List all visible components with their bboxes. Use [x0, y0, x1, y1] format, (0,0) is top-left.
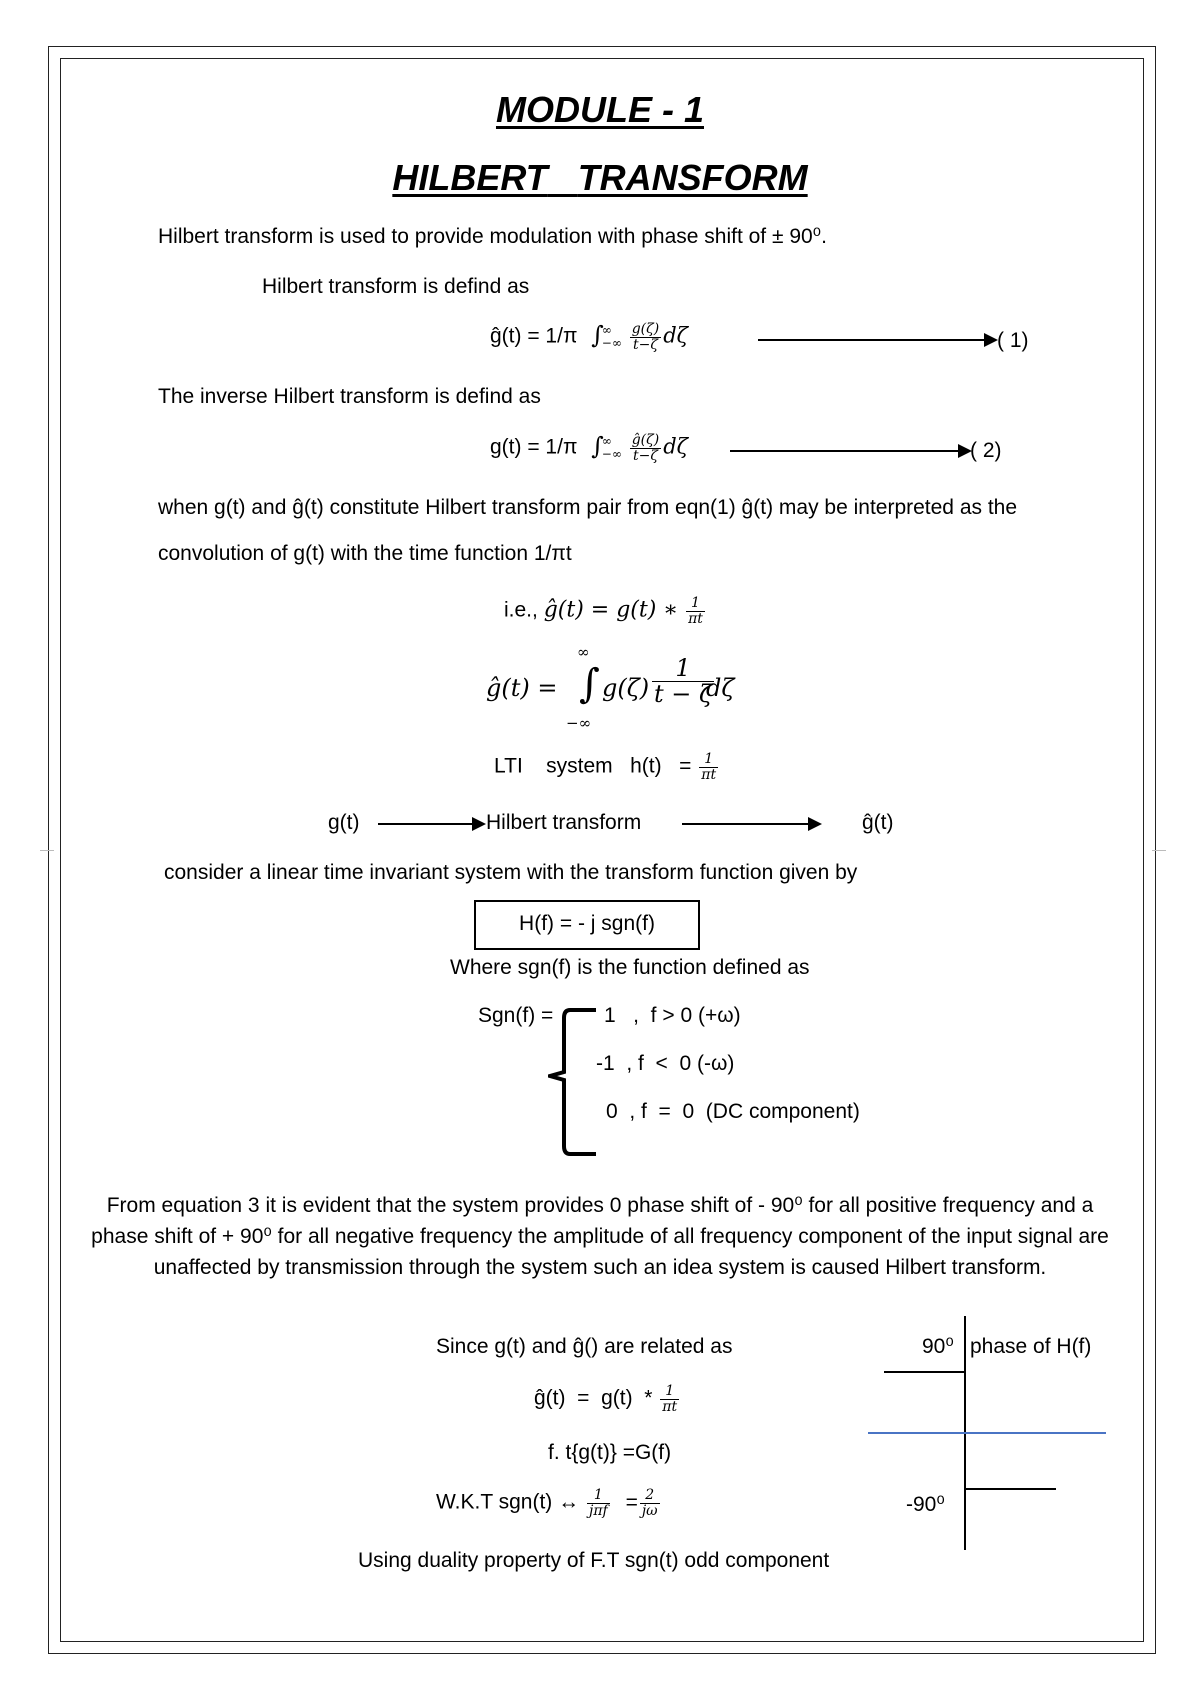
hf-definition-box: H(f) = - j sgn(f) [474, 900, 700, 950]
wkt-f2-den: jω [641, 1502, 658, 1519]
wkt-equation [436, 1488, 662, 1518]
since-eq-expr: ĝ(t) = g(t) * [534, 1386, 653, 1410]
sgn-case-positive: 1 , f > 0 (+ω) [604, 1004, 741, 1027]
flow-arrow1-line [378, 823, 474, 825]
phase-plot-negative-level [964, 1488, 1056, 1490]
eq1-lower: −∞ [601, 336, 622, 351]
section-title-word1: HILBERT [392, 157, 548, 198]
pair-text-line1: when g(t) and ĝ(t) constitute Hilbert transform pair from eqn(1) ĝ(t) may be interpreted as the [158, 496, 1018, 519]
wkt-equals: = [625, 1490, 638, 1514]
equation-1 [490, 322, 688, 352]
lti-frac-num: 1 [699, 752, 718, 768]
edge-marker-right [1152, 850, 1166, 851]
sgn-case-zero: 0 , f = 0 (DC component) [606, 1100, 860, 1123]
eq1-numerator: g(ζ) [631, 321, 660, 337]
equation3-paragraph: From equation 3 it is evident that the system provides 0 phase shift of - 90⁰ for all positive frequency and a phase shift of + 90⁰ for all negative frequency the amplitude of all frequency component of the input signal are unaffected by transmission through the system such an idea system is caused Hilbert transform. [91, 1194, 1109, 1279]
equation-2 [490, 433, 688, 463]
ie-fraction [686, 596, 705, 626]
eq1-tag: ( 1) [997, 329, 1029, 352]
wkt-f1-den: jπf [588, 1502, 608, 1519]
eq1-fraction [630, 322, 661, 352]
section-title [0, 157, 1200, 198]
flow-arrow2-head [808, 817, 822, 831]
eq1-dzeta: dζ [663, 323, 689, 348]
conv-g: g(ζ) [602, 674, 650, 702]
lti-equation [494, 752, 720, 782]
sgn-brace [548, 1006, 598, 1156]
ie-frac-den: πt [688, 610, 703, 627]
flow-block: Hilbert transform [486, 811, 642, 834]
eq1-denominator: t−ζ [632, 336, 658, 353]
eq1-upper: ∞ [601, 323, 612, 337]
flow-arrow2-line [682, 823, 810, 825]
consider-text: consider a linear time invariant system with the transform function given by [164, 861, 858, 884]
definition-label: Hilbert transform is defind as [262, 275, 530, 298]
lti-fraction [699, 752, 718, 782]
sgn-lhs: Sgn(f) = [478, 1004, 554, 1027]
eq2-lhs: g(t) = 1/π [490, 435, 578, 459]
since-frac-den: πt [662, 1398, 678, 1415]
phase-plot-bottom-label: -90⁰ [906, 1493, 945, 1516]
eq2-dzeta: dζ [663, 434, 689, 459]
wkt-fraction2 [640, 1488, 660, 1518]
duality-text: Using duality property of F.T sgn(t) odd component [358, 1549, 830, 1572]
intro-text: Hilbert transform is used to provide modulation with phase shift of ± 90⁰. [158, 225, 827, 248]
inverse-definition-label: The inverse Hilbert transform is defind as [158, 385, 541, 408]
flow-input: g(t) [328, 811, 360, 834]
conv-integral-sign: ∫ [579, 661, 600, 707]
lti-frac-den: πt [701, 766, 717, 783]
wkt-f1-num: 1 [587, 1488, 610, 1504]
wkt-f2-num: 2 [640, 1488, 660, 1504]
lti-label: LTI system h(t) = [494, 754, 692, 778]
pair-text-line2: convolution of g(t) with the time function 1/πt [158, 542, 572, 565]
where-sgn-text: Where sgn(f) is the function defined as [450, 956, 810, 979]
eq2-denominator: t−ζ [632, 447, 658, 464]
wkt-lhs: W.K.T sgn(t) ↔ [436, 1490, 580, 1514]
ie-frac-num: 1 [686, 596, 705, 612]
conv-dzeta: dζ [706, 674, 735, 702]
eq2-tag: ( 2) [970, 439, 1002, 462]
eq2-numerator: ĝ(ζ) [631, 432, 660, 448]
phase-plot-title: phase of H(f) [970, 1335, 1092, 1358]
eq2-fraction [630, 433, 661, 463]
flow-arrow1-head [472, 817, 486, 831]
since-frac-num: 1 [660, 1384, 679, 1400]
eq1-arrowhead [984, 333, 998, 347]
sgn-case-negative: -1 , f < 0 (-ω) [596, 1052, 735, 1075]
eq1-arrow-line [758, 339, 986, 341]
integral-sign-2: ∫ [591, 431, 604, 460]
eq1-lhs: ĝ(t) = 1/π [490, 324, 578, 348]
flow-output: ĝ(t) [862, 811, 894, 834]
phase-plot-top-label: 90⁰ [922, 1335, 954, 1358]
eq2-lower: −∞ [601, 447, 622, 462]
edge-marker-left [40, 850, 54, 851]
eq2-upper: ∞ [601, 434, 612, 448]
since-equation [534, 1384, 681, 1414]
ie-label: i.e., [504, 598, 538, 622]
module-title: MODULE - 1 [495, 89, 704, 130]
eq2-limits [602, 435, 622, 461]
phase-plot-positive-level [884, 1371, 964, 1373]
ie-expression: ĝ(t) = g(t) ∗ [543, 597, 679, 623]
section-title-word2: TRANSFORM [577, 157, 808, 198]
eq2-arrow-line [730, 450, 960, 452]
integral-sign-1: ∫ [591, 320, 604, 349]
conv-frac-num: 1 [652, 656, 714, 682]
conv-frac [652, 656, 714, 707]
conv-lhs: ĝ(t) = [486, 674, 558, 702]
wkt-fraction1 [587, 1488, 610, 1518]
ie-equation [504, 596, 707, 626]
ft-line: f. t{g(t)} =G(f) [548, 1441, 672, 1464]
phase-plot-frequency-axis [868, 1432, 1106, 1434]
since-related-text: Since g(t) and ĝ() are related as [436, 1335, 733, 1358]
conv-lower-limit: −∞ [566, 714, 592, 732]
since-fraction [660, 1384, 679, 1414]
conv-upper-limit: ∞ [577, 643, 590, 661]
eq1-limits [602, 324, 622, 350]
conv-frac-den: t − ζ [654, 680, 713, 709]
